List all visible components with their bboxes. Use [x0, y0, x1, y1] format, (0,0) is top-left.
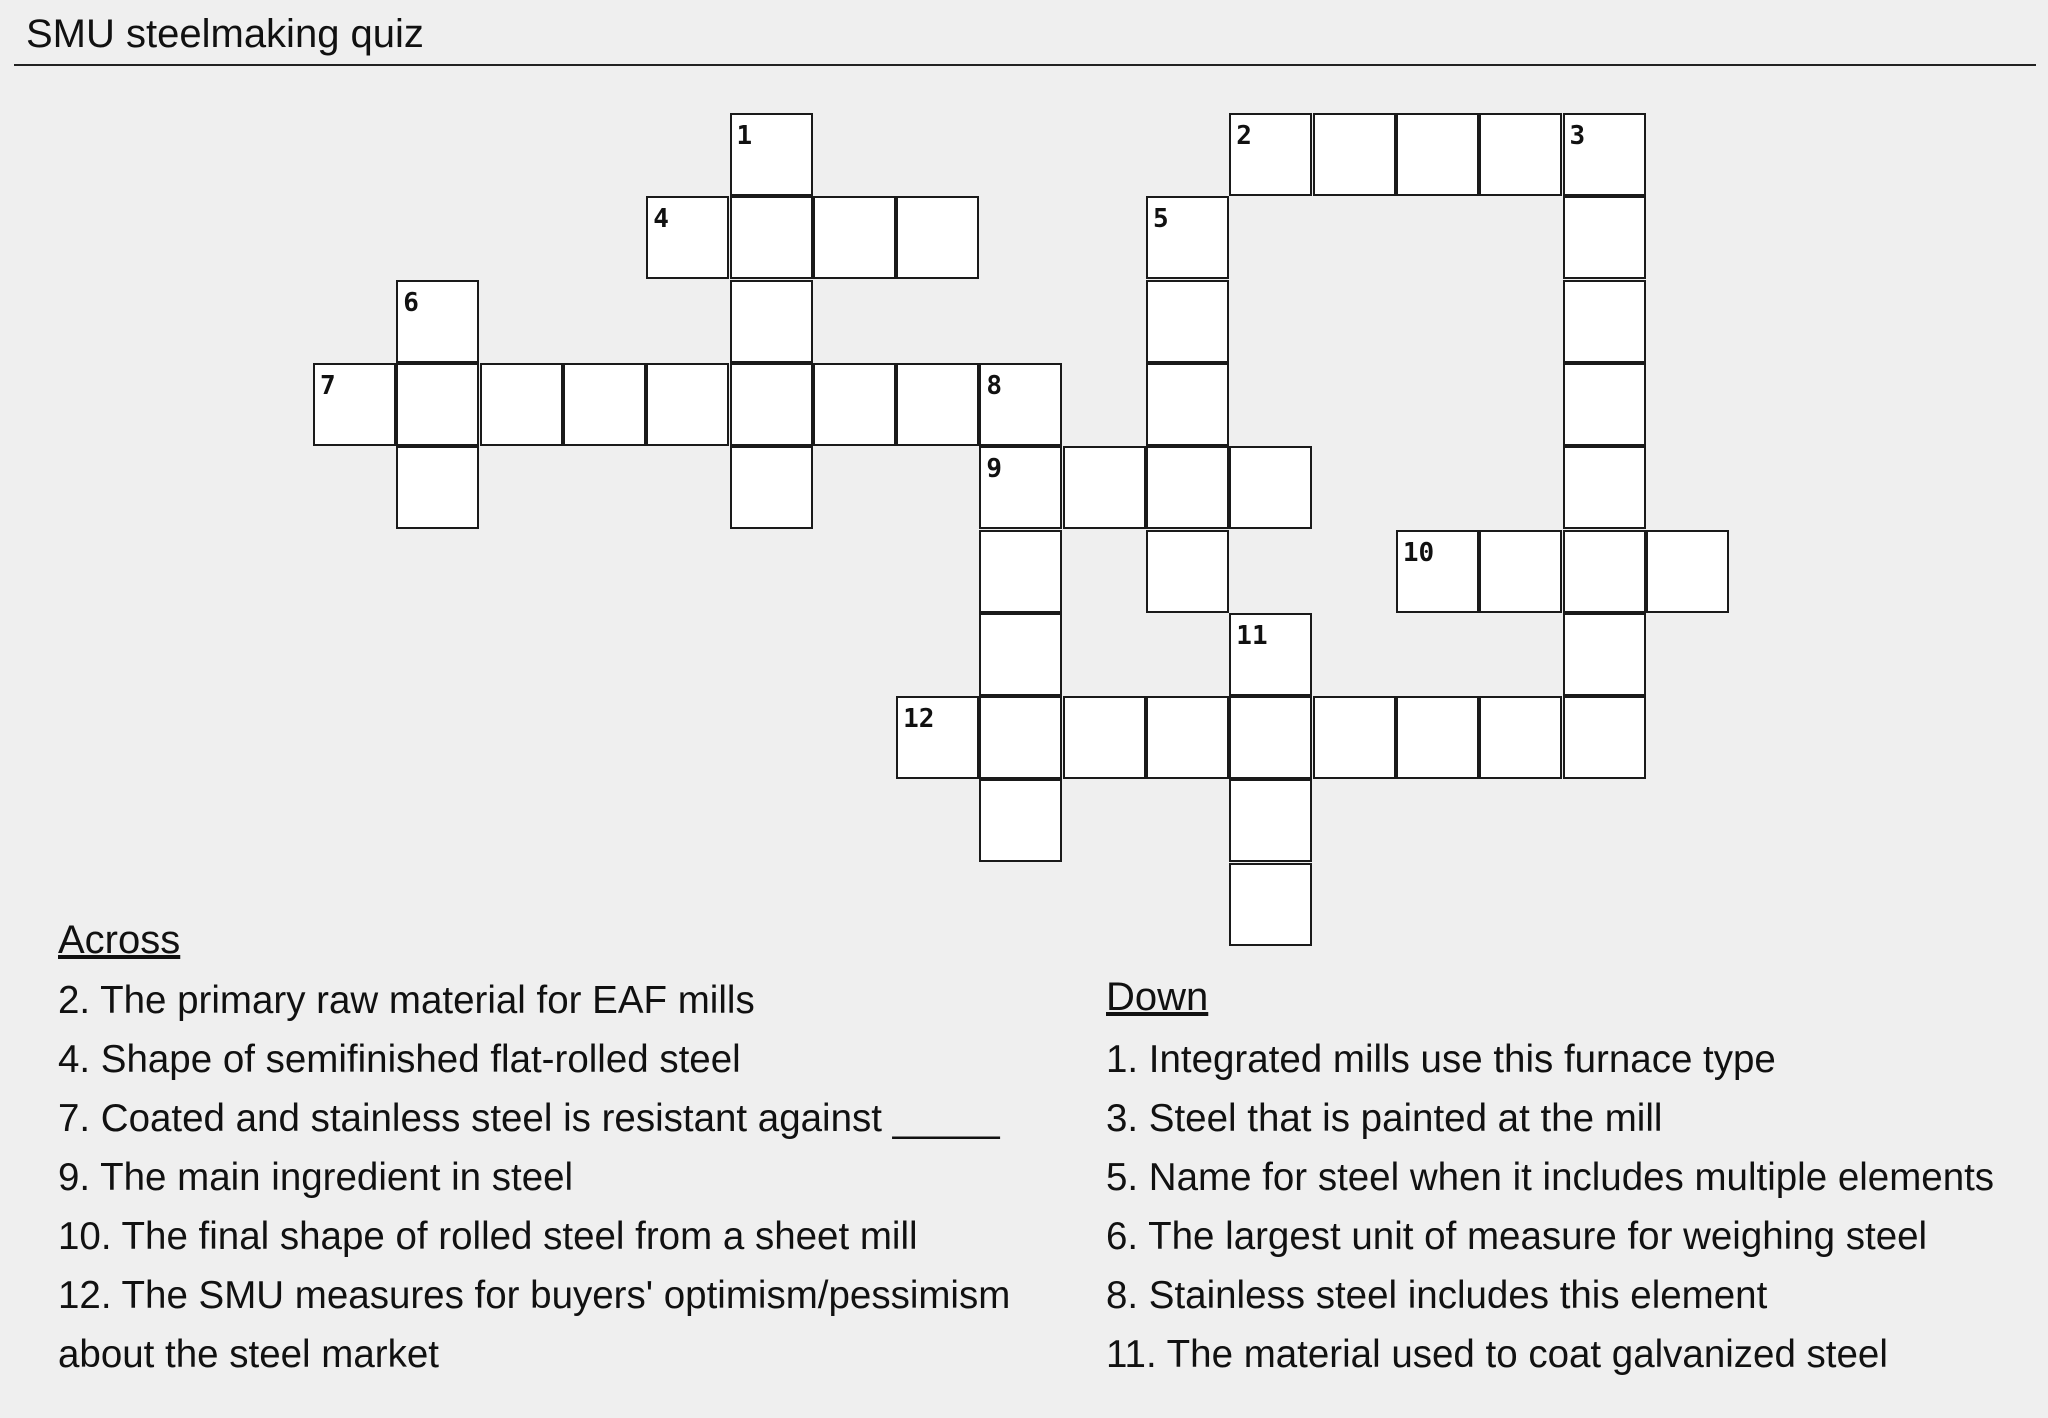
grid-cell[interactable]	[563, 363, 646, 446]
grid-cell[interactable]	[1479, 530, 1562, 613]
across-clue: 9. The main ingredient in steel	[58, 1156, 574, 1199]
grid-cell[interactable]	[396, 280, 479, 363]
across-heading: Across	[58, 918, 181, 962]
down-clue: 1. Integrated mills use this furnace type	[1106, 1038, 1776, 1081]
grid-cell[interactable]	[1146, 530, 1229, 613]
grid-cell[interactable]	[313, 363, 396, 446]
grid-cell[interactable]	[1396, 113, 1479, 196]
grid-cell[interactable]	[1063, 696, 1146, 779]
clue-number: 9	[986, 454, 1003, 485]
grid-cell[interactable]	[1396, 696, 1479, 779]
clue-number: 11	[1236, 620, 1268, 651]
grid-cell[interactable]	[1229, 446, 1312, 529]
down-clue: 5. Name for steel when it includes multiple elements	[1106, 1156, 1995, 1199]
grid-cell[interactable]	[1563, 196, 1646, 279]
grid-cell[interactable]	[979, 696, 1062, 779]
grid-cell[interactable]	[396, 363, 479, 446]
grid-cell[interactable]	[1146, 280, 1229, 363]
across-clue: 4. Shape of semifinished flat-rolled steel	[58, 1038, 741, 1081]
grid-cell[interactable]	[979, 363, 1062, 446]
across-clue-list	[58, 971, 1058, 1384]
grid-cell[interactable]	[1479, 113, 1562, 196]
across-clue: about the steel market	[58, 1333, 439, 1376]
grid-cell[interactable]	[1229, 863, 1312, 946]
grid-cell[interactable]	[1313, 696, 1396, 779]
grid-cell[interactable]	[1563, 363, 1646, 446]
grid-cell[interactable]	[1396, 530, 1479, 613]
clue-number: 6	[403, 287, 419, 318]
across-clue: 12. The SMU measures for buyers' optimism/pessimism	[58, 1274, 1011, 1317]
grid-cell[interactable]	[730, 363, 813, 446]
grid-cell[interactable]	[396, 446, 479, 529]
grid-cell[interactable]	[730, 446, 813, 529]
grid-cell[interactable]	[1563, 613, 1646, 696]
clue-number: 4	[653, 204, 669, 235]
clue-number: 12	[903, 704, 935, 735]
page-title: SMU steelmaking quiz	[26, 12, 424, 56]
clue-number: 8	[986, 370, 1003, 401]
grid-cell[interactable]	[1146, 696, 1229, 779]
grid-cell[interactable]	[1479, 696, 1562, 779]
grid-cell[interactable]	[979, 613, 1062, 696]
grid-cell[interactable]	[1563, 696, 1646, 779]
clue-number: 1	[736, 121, 753, 151]
grid-cell[interactable]	[1063, 446, 1146, 529]
clue-number: 2	[1236, 121, 1252, 151]
down-clue: 6. The largest unit of measure for weighing steel	[1106, 1215, 1928, 1258]
down-clue: 3. Steel that is painted at the mill	[1106, 1097, 1663, 1140]
across-clue: 7. Coated and stainless steel is resistant against _____	[58, 1097, 1000, 1140]
grid-cell[interactable]	[646, 196, 729, 279]
grid-cell[interactable]	[896, 363, 979, 446]
grid-cell[interactable]	[1313, 113, 1396, 196]
grid-cell[interactable]	[979, 530, 1062, 613]
grid-cell[interactable]	[1646, 530, 1729, 613]
grid-cell[interactable]	[1563, 280, 1646, 363]
across-clue: 10. The final shape of rolled steel from a sheet mill	[58, 1215, 918, 1258]
grid-cell[interactable]	[480, 363, 563, 446]
grid-cell[interactable]	[730, 113, 813, 196]
clue-number: 7	[320, 370, 336, 401]
grid-cell[interactable]	[979, 446, 1062, 529]
clue-number: 5	[1153, 204, 1169, 235]
clue-number: 10	[1402, 537, 1435, 568]
grid-cell[interactable]	[1146, 196, 1229, 279]
grid-cell[interactable]	[1563, 446, 1646, 529]
clue-number: 3	[1569, 121, 1586, 151]
grid-cell[interactable]	[730, 196, 813, 279]
across-clue: 2. The primary raw material for EAF mills	[58, 979, 755, 1022]
down-heading: Down	[1106, 975, 1209, 1019]
grid-cell[interactable]	[1146, 446, 1229, 529]
grid-cell[interactable]	[1229, 613, 1312, 696]
grid-cell[interactable]	[730, 280, 813, 363]
grid-cell[interactable]	[896, 696, 979, 779]
grid-cell[interactable]	[1229, 779, 1312, 862]
grid-cell[interactable]	[1563, 113, 1646, 196]
grid-cell[interactable]	[1146, 363, 1229, 446]
down-clue: 11. The material used to coat galvanized steel	[1106, 1333, 1888, 1376]
grid-cell[interactable]	[1229, 113, 1312, 196]
grid-cell[interactable]	[813, 196, 896, 279]
down-clue-list	[1106, 1030, 2046, 1384]
grid-cell[interactable]	[1563, 530, 1646, 613]
grid-cell[interactable]	[813, 363, 896, 446]
grid-cell[interactable]	[646, 363, 729, 446]
grid-cell[interactable]	[1229, 696, 1312, 779]
grid-cell[interactable]	[979, 779, 1062, 862]
grid-cell[interactable]	[896, 196, 979, 279]
down-clue: 8. Stainless steel includes this element	[1106, 1274, 1768, 1317]
